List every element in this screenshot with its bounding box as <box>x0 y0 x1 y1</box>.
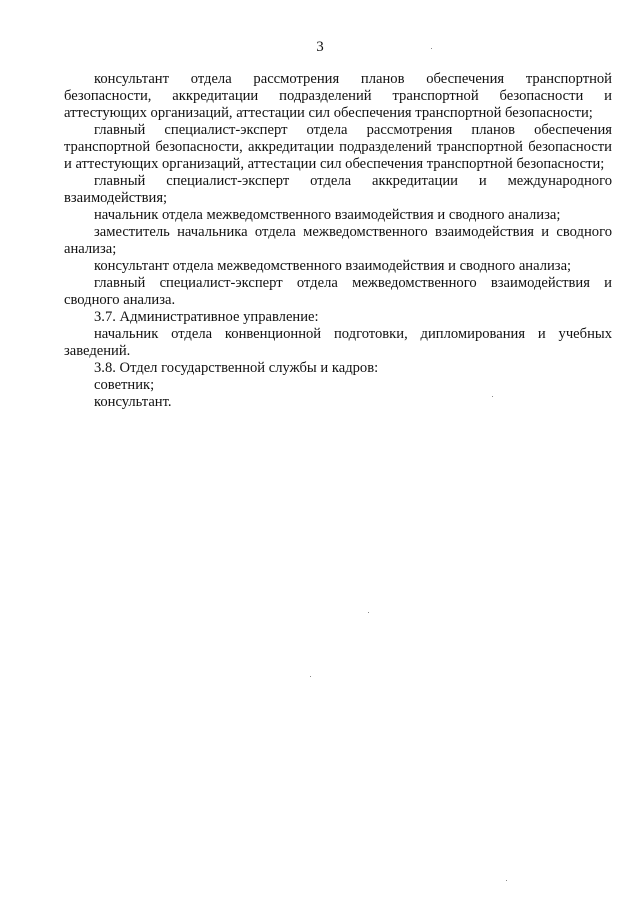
paragraph: консультант отдела рассмотрения планов обеспечения транспортной безопасности, аккредитации подразделений транспортной безопасности и аттестующих организаций, аттестации сил обеспечения транспортной безопасности; <box>64 71 612 121</box>
scan-speck <box>492 396 493 397</box>
paragraph: заместитель начальника отдела межведомственного взаимодействия и сводного анализа; <box>64 224 612 257</box>
scan-speck <box>506 880 507 881</box>
scan-speck <box>431 48 432 49</box>
document-body <box>64 71 612 411</box>
paragraph: главный специалист-эксперт отдела межведомственного взаимодействия и сводного анализа. <box>64 275 612 308</box>
paragraph: главный специалист-эксперт отдела аккредитации и международного взаимодействия; <box>64 173 612 206</box>
page-number: 3 <box>316 39 324 55</box>
paragraph: консультант. <box>94 394 172 410</box>
paragraph: начальник отдела межведомственного взаимодействия и сводного анализа; <box>94 207 561 223</box>
section-heading: 3.8. Отдел государственной службы и кадров: <box>94 360 379 376</box>
paragraph: главный специалист-эксперт отдела рассмотрения планов обеспечения транспортной безопасности, аккредитации подразделений транспортной безопасности и аттестующих организаций, аттестации сил обеспечения транспортной безопасности; <box>64 122 612 172</box>
scan-speck <box>368 612 369 613</box>
paragraph: консультант отдела межведомственного взаимодействия и сводного анализа; <box>94 258 572 274</box>
paragraph: начальник отдела конвенционной подготовки, дипломирования и учебных заведений. <box>64 326 612 359</box>
section-heading: 3.7. Административное управление: <box>94 309 319 325</box>
scan-speck <box>310 676 311 677</box>
paragraph: советник; <box>94 377 155 393</box>
